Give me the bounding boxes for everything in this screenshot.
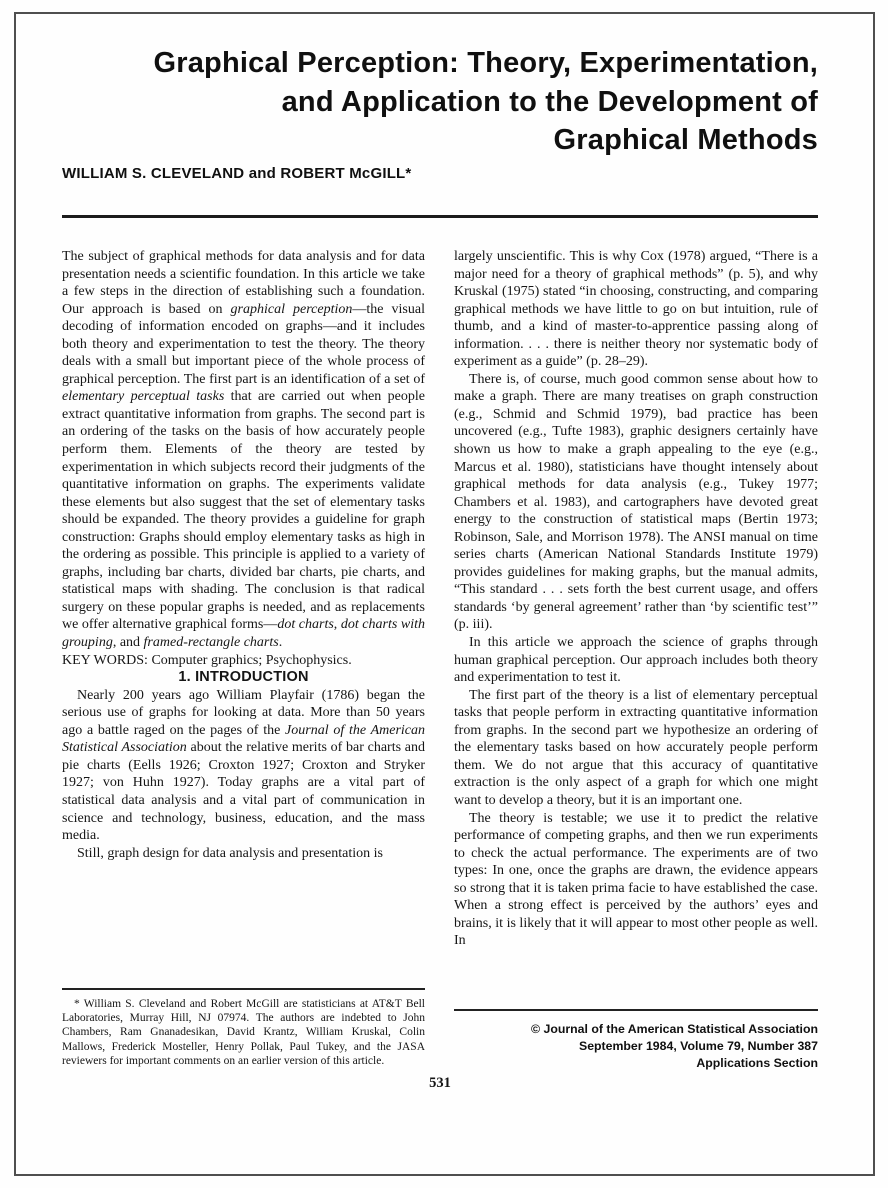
footnote-divider-rule	[62, 988, 425, 990]
title-line-3: Graphical Methods	[553, 124, 818, 156]
journal-credit-rule	[454, 1009, 818, 1011]
body-paragraph-5: The theory is testable; we use it to predict the relative performance of competing graphs, and then we run experiments to check the actual performance. The experiments are of two types: In one, once the graphs are drawn, the evidence appears so strong that it is taken prima facie to have established the case. When a strong effect is perceived by the authors’ eyes and brains, it is likely that it will appear to most other people as well. In	[454, 810, 818, 949]
intro-paragraph-2: Still, graph design for data analysis and presentation is	[77, 845, 383, 861]
body-paragraph-4: The first part of the theory is a list of elementary perceptual tasks that people perform in extracting quantitative information from graphs. In the second part we hypothesize an ordering of the elementary tasks based on how accurately people perform them. We do not argue that this accuracy of quantitative extraction is the only aspect of a graph for which one might want to develop a theory, but it is an important one.	[454, 687, 818, 808]
body-paragraph-3: In this article we approach the science of graphs through human graphical perception. Our approach includes both theory and experimentation to test it.	[454, 635, 818, 686]
title-line-1: Graphical Perception: Theory, Experimentation,	[153, 47, 818, 79]
journal-credit-line-3: Applications Section	[696, 1056, 818, 1070]
journal-credit-block	[454, 1009, 818, 1072]
title-divider-rule	[62, 215, 818, 218]
journal-credit-line-2: September 1984, Volume 79, Number 387	[579, 1039, 818, 1053]
keywords-line: KEY WORDS: Computer graphics; Psychophysics.	[62, 652, 352, 668]
introduction-heading: 1. INTRODUCTION	[178, 669, 309, 686]
journal-credit-line-1: © Journal of the American Statistical Association	[531, 1022, 818, 1036]
title-line-2: and Application to the Development of	[281, 85, 818, 118]
intro-paragraph-1: Nearly 200 years ago William Playfair (1786) began the serious use of graphs for looking at data. More than 50 years ago a battle raged on the pages of the Journal of the American Statistical Association about the relative merits of bar charts and pie charts (Eells 1926; Croxton 1927; Croxton and Stryker 1927; von Huhn 1927). Today graphs are a vital part of statistical data analysis and a vital part of communication in science and technology, business, education, and the mass media.	[62, 687, 425, 844]
abstract-paragraph: The subject of graphical methods for data analysis and for data presentation needs a scientific foundation. In this article we take a few steps in the direction of establishing such a foundation. Our approach is based on graphical perception—the visual decoding of information encoded on graphs—and it includes both theory and experimentation to test the theory. The theory deals with a small but important piece of the whole process of graphical perception. The first part is an identification of a set of elementary perceptual tasks that are carried out when people extract quantitative information from graphs. The second part is an ordering of the tasks on the basis of how accurately people perform them. Elements of the theory are tested by experimentation in which subjects record their judgments of the quantitative information on graphs. The experiments validate these elements but also suggest that the set of elementary tasks should be expanded. The theory provides a guideline for graph construction: Graphs should employ elementary tasks as high in the ordering as possible. This principle is applied to a variety of graphs, including bar charts, divided bar charts, pie charts, and statistical maps with shading. The conclusion is that radical surgery on these popular graphs is needed, and as replacements we offer alternative graphical forms—dot charts, dot charts with grouping, and framed-rectangle charts.	[62, 249, 425, 651]
right-column	[454, 248, 818, 1072]
body-paragraph-continuation: largely unscientific. This is why Cox (1978) argued, “There is a major need for a theory of graphical methods” (p. 5), and why Kruskal (1975) stated “in choosing, constructing, and comparing graphical methods we have little to go on but intuition, rule of thumb, and a kind of master-to-apprentice passing along of information. . . . there is neither theory nor systematic body of experiment as a guide” (p. 28–29).	[454, 249, 818, 370]
author-footnote: * William S. Cleveland and Robert McGill are statisticians at AT&T Bell Laboratories, Murray Hill, NJ 07974. The authors are indebted to John Chambers, Ram Gnanadesikan, David Krantz, William Kruskal, Colin Mallows, Frederick Mosteller, Henry Pollak, Paul Tukey, and the JASA reviewers for important comments on an earlier version of this article.	[62, 997, 425, 1067]
author-line: WILLIAM S. CLEVELAND and ROBERT McGILL*	[62, 165, 412, 182]
page-number-folio: 531	[429, 1075, 451, 1091]
left-column	[62, 248, 425, 1068]
footnote-block	[62, 988, 425, 1068]
article-title	[100, 44, 818, 160]
journal-credit	[454, 1021, 818, 1072]
body-paragraph-2: There is, of course, much good common sense about how to make a graph. There are many treatises on graph construction (e.g., Schmid and Schmid 1979), bad practice has been uncovered (e.g., Tufte 1983), graphic designers certainly have shown us how to make a graph appealing to the eye (e.g., Marcus et al. 1980), statisticians have thought intensely about graphical methods for data analysis (e.g., Tukey 1977; Chambers et al. 1983), and cartographers have devoted great energy to the construction of statistical maps (Bertin 1973; Robinson, Sale, and Morrison 1978). The ANSI manual on time series charts (American National Standards Institute 1979) provides guidelines for making graphs, but the manual admits, “This standard . . . sets forth the best current usage, and offers standards ‘by general agreement’ rather than ‘by scientific test’” (p. iii).	[454, 371, 818, 633]
